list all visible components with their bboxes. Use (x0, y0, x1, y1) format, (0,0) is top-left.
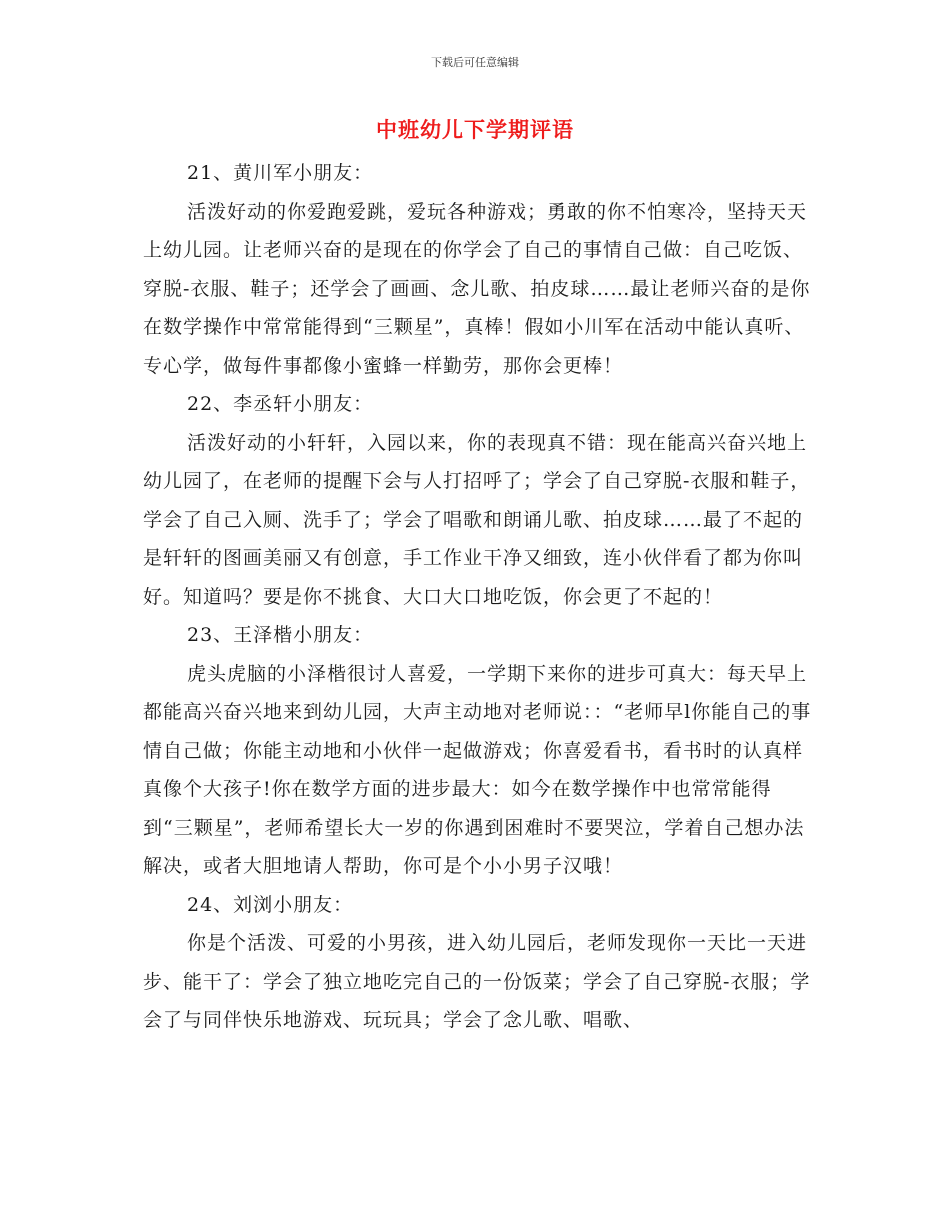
entry-paragraph-21: 活泼好动的你爱跑爱跳，爱玩各种游戏；勇敢的你不怕寒冷，坚持天天上幼儿园。让老师兴奋的是现在的你学会了自己的事情自己做：自己吃饭、穿脱-衣服、鞋子；还学会了画画、念儿歌、拍皮球……最让老师兴奋的是你在数学操作中常常能得到“三颗星”，真棒！假如小川军在活动中能认真听、专心学，做每件事都像小蜜蜂一样勤劳，那你会更棒！ (143, 200, 811, 377)
document-title: 中班幼儿下学期评语 (376, 118, 574, 142)
entry-heading-21: 21、黄川军小朋友： (187, 162, 374, 184)
entry-heading-24: 24、刘浏小朋友： (187, 893, 354, 916)
entry-heading-23: 23、王泽楷小朋友： (187, 624, 374, 646)
entry-heading-22: 22、李丞轩小朋友： (187, 393, 374, 415)
entry-paragraph-23: 虎头虎脑的小泽楷很讨人喜爱，一学期下来你的进步可真大：每天早上都能高兴奋兴地来到幼儿园，大声主动地对老师说：：“老师早l你能自己的事情自己做；你能主动地和小伙伴一起做游戏；你喜爱看书，看书时的认真样真像个大孩子!你在数学方面的进步最大：如今在数学操作中也常常能得到“三颗星”，老师希望长大一岁的你遇到困难时不要哭泣，学着自己想办法解决，或者大胆地请人帮助，你可是个小小男子汉哦！ (143, 662, 812, 877)
page-header-note: 下载后可任意编辑 (431, 56, 519, 69)
entry-paragraph-22: 活泼好动的小轩轩，入园以来，你的表现真不错：现在能高兴奋兴地上幼儿园了，在老师的提醒下会与人打招呼了；学会了自己穿脱-衣服和鞋子，学会了自己入厕、洗手了；学会了唱歌和朗诵儿歌、拍皮球……最了不起的是轩轩的图画美丽又有创意，手工作业干净又细致，连小伙伴看了都为你叫好。知道吗？要是你不挑食、大口大口地吃饭，你会更了不起的！ (143, 431, 811, 608)
entry-paragraph-24: 你是个活泼、可爱的小男孩，进入幼儿园后，老师发现你一天比一天进步、能干了：学会了独立地吃完自己的一份饭菜；学会了自己穿脱-衣服；学会了与同伴快乐地游戏、玩玩具；学会了念儿歌、唱歌、 (143, 932, 811, 1031)
document-body (143, 154, 813, 1040)
